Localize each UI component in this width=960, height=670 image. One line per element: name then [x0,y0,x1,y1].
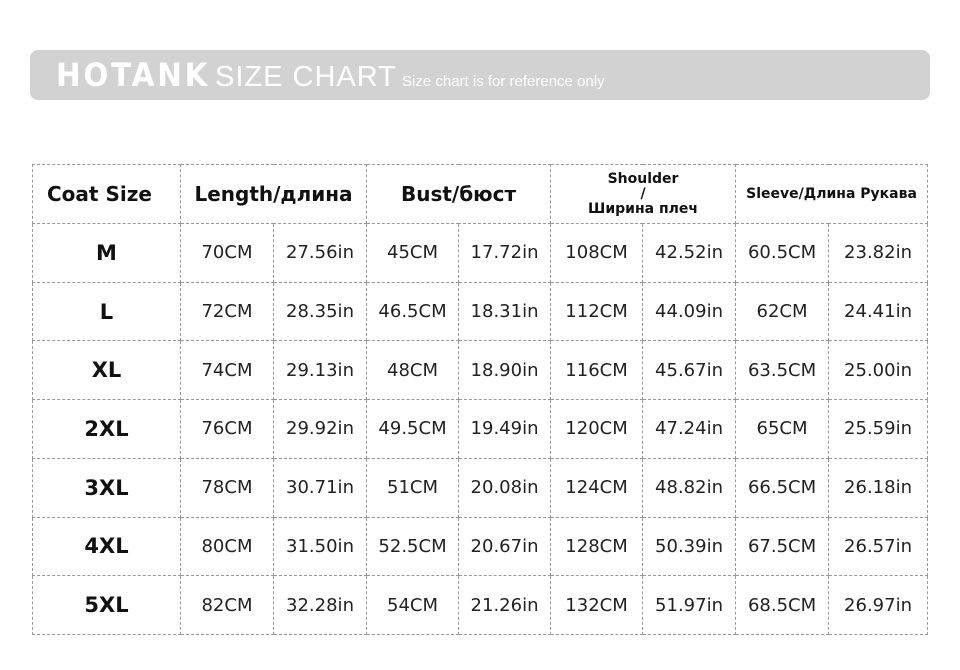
table-row [33,517,928,576]
bust-cm-cell: 49.5CM [367,400,459,459]
size-cell: XL [33,341,181,400]
shoulder-cm-cell: 120CM [551,400,643,459]
length-cm-cell: 74CM [181,341,274,400]
header-shoulder-line2: / [640,185,646,202]
size-cell: 3XL [33,458,181,517]
length-in-cell: 32.28in [274,576,367,635]
length-cm-cell: 82CM [181,576,274,635]
shoulder-cm-cell: 132CM [551,576,643,635]
table-header-row [33,165,928,224]
bust-cm-cell: 46.5CM [367,282,459,341]
sleeve-in-cell: 24.41in [829,282,928,341]
length-in-cell: 30.71in [274,458,367,517]
sleeve-in-cell: 23.82in [829,224,928,283]
bust-cm-cell: 52.5CM [367,517,459,576]
shoulder-cm-cell: 112CM [551,282,643,341]
bust-cm-cell: 45CM [367,224,459,283]
table-row [33,224,928,283]
bust-in-cell: 17.72in [459,224,551,283]
size-cell: 5XL [33,576,181,635]
length-cm-cell: 78CM [181,458,274,517]
sleeve-in-cell: 26.57in [829,517,928,576]
size-chart-table [32,164,928,635]
sleeve-cm-cell: 67.5CM [736,517,829,576]
sleeve-cm-cell: 63.5CM [736,341,829,400]
sleeve-cm-cell: 65CM [736,400,829,459]
header-shoulder-line3: Ширина плеч [588,200,699,217]
bust-in-cell: 18.90in [459,341,551,400]
length-in-cell: 29.13in [274,341,367,400]
sleeve-in-cell: 25.00in [829,341,928,400]
length-cm-cell: 70CM [181,224,274,283]
length-in-cell: 29.92in [274,400,367,459]
bust-in-cell: 20.08in [459,458,551,517]
length-in-cell: 27.56in [274,224,367,283]
sleeve-cm-cell: 62CM [736,282,829,341]
sleeve-in-cell: 26.97in [829,576,928,635]
table-row [33,576,928,635]
sleeve-cm-cell: 60.5CM [736,224,829,283]
shoulder-in-cell: 51.97in [643,576,736,635]
length-cm-cell: 72CM [181,282,274,341]
table-row [33,458,928,517]
bust-cm-cell: 54CM [367,576,459,635]
shoulder-in-cell: 50.39in [643,517,736,576]
shoulder-cm-cell: 108CM [551,224,643,283]
header-shoulder-line1: Shoulder [607,170,679,187]
shoulder-cm-cell: 124CM [551,458,643,517]
length-cm-cell: 76CM [181,400,274,459]
header-coat-size: Coat Size [33,165,181,224]
shoulder-in-cell: 44.09in [643,282,736,341]
header-banner [30,50,930,100]
table-row [33,282,928,341]
header-bust: Bust/бюст [367,165,551,224]
size-cell: 2XL [33,400,181,459]
table-row [33,400,928,459]
size-cell: L [33,282,181,341]
shoulder-in-cell: 45.67in [643,341,736,400]
length-cm-cell: 80CM [181,517,274,576]
size-cell: 4XL [33,517,181,576]
shoulder-in-cell: 48.82in [643,458,736,517]
shoulder-in-cell: 47.24in [643,400,736,459]
bust-in-cell: 20.67in [459,517,551,576]
table-body [33,224,928,635]
page-title: SIZE CHART [215,61,397,93]
bust-cm-cell: 48CM [367,341,459,400]
bust-in-cell: 21.26in [459,576,551,635]
brand-logo: HOTANK [56,56,211,94]
sleeve-cm-cell: 66.5CM [736,458,829,517]
header-shoulder [551,165,736,224]
bust-in-cell: 19.49in [459,400,551,459]
shoulder-in-cell: 42.52in [643,224,736,283]
size-cell: M [33,224,181,283]
header-sleeve: Sleeve/Длина Рукава [736,165,928,224]
shoulder-cm-cell: 128CM [551,517,643,576]
sleeve-in-cell: 26.18in [829,458,928,517]
page-subtitle: Size chart is for reference only [402,73,605,90]
bust-in-cell: 18.31in [459,282,551,341]
table-row [33,341,928,400]
shoulder-cm-cell: 116CM [551,341,643,400]
sleeve-in-cell: 25.59in [829,400,928,459]
sleeve-cm-cell: 68.5CM [736,576,829,635]
length-in-cell: 31.50in [274,517,367,576]
bust-cm-cell: 51CM [367,458,459,517]
header-length: Length/длина [181,165,367,224]
length-in-cell: 28.35in [274,282,367,341]
